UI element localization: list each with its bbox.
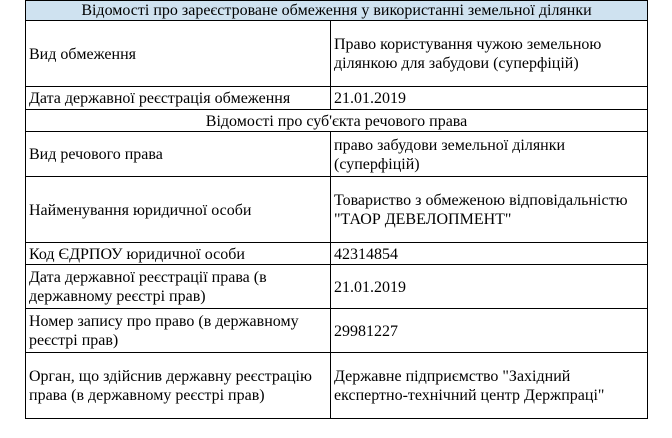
table-row bbox=[26, 353, 648, 419]
subject-section-header-row bbox=[26, 110, 648, 132]
right-registration-date-value: 21.01.2019 bbox=[331, 265, 648, 309]
right-type-label: Вид речового права bbox=[26, 132, 331, 177]
restriction-section-title: Відомості про зареєстроване обмеження у використанні земельної ділянки bbox=[26, 1, 648, 21]
right-type-value: право забудови земельної ділянки (суперфіцій) bbox=[331, 132, 648, 177]
record-number-label: Номер запису про право (в державному реєстрі прав) bbox=[26, 309, 331, 353]
table-row bbox=[26, 243, 648, 265]
registration-authority-label: Орган, що здійснив державну реєстрацію права (в державному реєстрі прав) bbox=[26, 353, 331, 419]
registration-authority-value: Державне підприємство "Західний експертно-технічний центр Держпраці" bbox=[331, 353, 648, 419]
restriction-section-header-row bbox=[26, 1, 648, 21]
legal-entity-name-value: Товариство з обмеженою відповідальністю "ТАОР ДЕВЕЛОПМЕНТ" bbox=[331, 177, 648, 243]
restriction-date-label: Дата державної реєстрація обмеження bbox=[26, 87, 331, 110]
edrpou-code-label: Код ЄДРПОУ юридичної особи bbox=[26, 243, 331, 265]
right-registration-date-label: Дата державної реєстрації права (в державному реєстрі прав) bbox=[26, 265, 331, 309]
table-row bbox=[26, 132, 648, 177]
table-row bbox=[26, 309, 648, 353]
land-restriction-table bbox=[25, 0, 648, 419]
legal-entity-name-label: Найменування юридичної особи bbox=[26, 177, 331, 243]
table-row bbox=[26, 265, 648, 309]
restriction-type-label: Вид обмеження bbox=[26, 21, 331, 87]
record-number-value: 29981227 bbox=[331, 309, 648, 353]
restriction-type-value: Право користування чужою земельною ділянкою для забудови (суперфіцій) bbox=[331, 21, 648, 87]
edrpou-code-value: 42314854 bbox=[331, 243, 648, 265]
table-row bbox=[26, 177, 648, 243]
table-row bbox=[26, 87, 648, 110]
restriction-date-value: 21.01.2019 bbox=[331, 87, 648, 110]
table-row bbox=[26, 21, 648, 87]
subject-section-title: Відомості про суб'єкта речового права bbox=[26, 110, 648, 132]
